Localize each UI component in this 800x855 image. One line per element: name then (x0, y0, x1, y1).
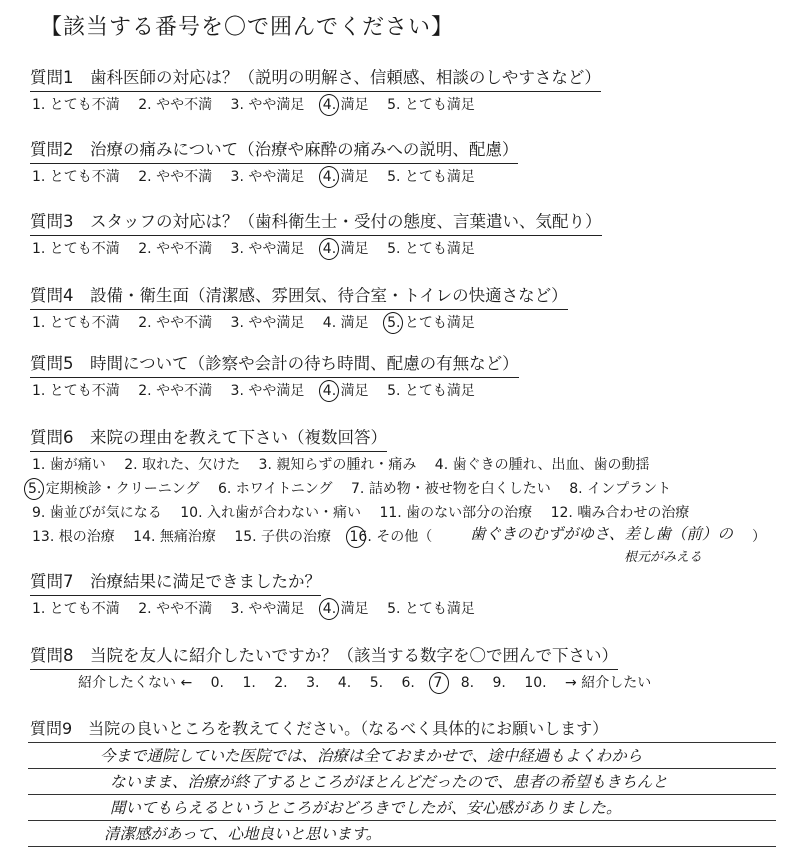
question-6-row-3 (32, 504, 703, 522)
q4-option-1[interactable]: 1. とても不満 (32, 315, 120, 331)
q9-answer-line-1: 今まで通院していた医院では、治療は全ておまかせで、途中経過もよくわから (100, 747, 643, 765)
q9-answer-line-4: 清潔感があって、心地良いと思います。 (104, 825, 382, 843)
question-2-title: 質問2 治療の痛みについて（治療や麻酔の痛みへの説明、配慮） (30, 140, 518, 164)
q1-option-3[interactable]: 3. やや満足 (230, 97, 305, 113)
question-6-row-4 (32, 528, 446, 546)
q4-option-4[interactable]: 4. 満足 (322, 315, 369, 331)
q7-option-4-selected[interactable]: 4. 満足 (322, 601, 369, 617)
question-4-title: 質問4 設備・衛生面（清潔感、雰囲気、待合室・トイレの快適さなど） (30, 286, 568, 310)
q6-other-text-line-2: 根元がみえる (624, 550, 703, 565)
question-1-options (32, 96, 489, 114)
q6-item-8[interactable]: 8. インプラント (569, 481, 672, 497)
q4-option-2[interactable]: 2. やや不満 (138, 315, 213, 331)
question-9-title: 質問9 当院の良いところを教えてください。（なるべく具体的にお願いします） (30, 719, 609, 738)
q3-option-4-selected[interactable]: 4. 満足 (322, 241, 369, 257)
q3-option-2[interactable]: 2. やや不満 (138, 241, 213, 257)
q6-item-13[interactable]: 13. 根の治療 (32, 529, 115, 545)
q5-option-1[interactable]: 1. とても不満 (32, 383, 120, 399)
question-6-row-1 (32, 456, 663, 474)
q6-item-6[interactable]: 6. ホワイトニング (217, 481, 333, 497)
q1-option-2[interactable]: 2. やや不満 (138, 97, 213, 113)
q8-value-3[interactable]: 3. (306, 675, 320, 691)
q9-answer-line-2: ないまま、治療が終了するところがほとんどだったので、患者の希望もきちんと (110, 773, 668, 791)
q6-item-11[interactable]: 11. 歯のない部分の治療 (379, 505, 533, 521)
q5-option-4-selected[interactable]: 4. 満足 (322, 383, 369, 399)
question-4-options (32, 314, 489, 332)
question-1-title: 質問1 歯科医師の対応は？（説明の明解さ、信頼感、相談のしやすさなど） (30, 68, 601, 92)
answer-line-1 (28, 742, 776, 743)
question-6-row-2 (28, 480, 685, 498)
q5-option-5[interactable]: 5. とても満足 (387, 383, 475, 399)
question-8-scale (78, 674, 665, 692)
question-8-title: 質問8 当院を友人に紹介したいですか？（該当する数字を〇で囲んで下さい） (30, 646, 618, 670)
answer-line-4 (28, 820, 776, 821)
q1-option-4-selected[interactable]: 4. 満足 (322, 97, 369, 113)
q6-item-3[interactable]: 3. 親知らずの腫れ・痛み (258, 457, 417, 473)
q6-item-14[interactable]: 14. 無痛治療 (133, 529, 216, 545)
q8-value-6[interactable]: 6. (401, 675, 415, 691)
question-5-options (32, 382, 489, 400)
q4-option-3[interactable]: 3. やや満足 (230, 315, 305, 331)
q8-value-10[interactable]: 10. (524, 675, 547, 691)
question-2-options (32, 168, 489, 186)
question-3-options (32, 240, 489, 258)
q7-option-3[interactable]: 3. やや満足 (230, 601, 305, 617)
q6-other-text: 歯ぐきのむずがゆさ、差し歯（前）の (470, 525, 733, 543)
question-3-title: 質問3 スタッフの対応は？（歯科衛生士・受付の態度、言葉遣い、気配り） (30, 212, 602, 236)
q6-item-10[interactable]: 10. 入れ歯が合わない・痛い (180, 505, 361, 521)
q8-value-2[interactable]: 2. (274, 675, 288, 691)
q7-option-1[interactable]: 1. とても不満 (32, 601, 120, 617)
answer-line-3 (28, 794, 776, 795)
q6-item-9[interactable]: 9. 歯並びが気になる (32, 505, 162, 521)
question-7-options (32, 600, 489, 618)
q1-option-1[interactable]: 1. とても不満 (32, 97, 120, 113)
q2-option-4-selected[interactable]: 4. 満足 (322, 169, 369, 185)
q6-item-16-selected[interactable]: 16. その他（ (349, 529, 433, 545)
q7-option-2[interactable]: 2. やや不満 (138, 601, 213, 617)
q4-option-5-selected[interactable]: 5. とても満足 (387, 315, 475, 331)
answer-line-5 (28, 846, 776, 847)
q6-item-1[interactable]: 1. 歯が痛い (32, 457, 106, 473)
q3-option-5[interactable]: 5. とても満足 (387, 241, 475, 257)
q2-option-2[interactable]: 2. やや不満 (138, 169, 213, 185)
question-6-title: 質問6 来院の理由を教えて下さい（複数回答） (30, 428, 387, 452)
q2-option-5[interactable]: 5. とても満足 (387, 169, 475, 185)
q6-item-15[interactable]: 15. 子供の治療 (234, 529, 332, 545)
q1-option-5[interactable]: 5. とても満足 (387, 97, 475, 113)
q8-value-9[interactable]: 9. (492, 675, 506, 691)
q2-option-1[interactable]: 1. とても不満 (32, 169, 120, 185)
q9-answer-line-3: 聞いてもらえるというところがおどろきでしたが、安心感がありました。 (110, 799, 622, 817)
q3-option-1[interactable]: 1. とても不満 (32, 241, 120, 257)
q6-item-12[interactable]: 12. 噛み合わせの治療 (550, 505, 690, 521)
q8-right-label: → 紹介したい (565, 675, 652, 691)
q5-option-3[interactable]: 3. やや満足 (230, 383, 305, 399)
q8-value-0[interactable]: 0. (210, 675, 224, 691)
q8-value-8[interactable]: 8. (460, 675, 475, 691)
q5-option-2[interactable]: 2. やや不満 (138, 383, 213, 399)
q8-value-5[interactable]: 5. (369, 675, 384, 691)
q8-value-1[interactable]: 1. (242, 675, 256, 691)
q2-option-3[interactable]: 3. やや満足 (230, 169, 305, 185)
q6-item-7[interactable]: 7. 詰め物・被せ物を白くしたい (351, 481, 551, 497)
q7-option-5[interactable]: 5. とても満足 (387, 601, 475, 617)
q8-value-4[interactable]: 4. (337, 675, 352, 691)
q3-option-3[interactable]: 3. やや満足 (230, 241, 305, 257)
q6-item-5-selected[interactable]: 5. 定期検診・クリーニング (28, 481, 200, 497)
question-7-title: 質問7 治療結果に満足できましたか？ (30, 572, 321, 596)
question-5-title: 質問5 時間について（診察や会計の待ち時間、配慮の有無など） (30, 354, 519, 378)
q6-other-close-paren: ） (752, 529, 766, 545)
answer-line-2 (28, 768, 776, 769)
page-header: 【該当する番号を〇で囲んでください】 (40, 15, 455, 40)
q6-item-4[interactable]: 4. 歯ぐきの腫れ、出血、歯の動揺 (434, 457, 650, 473)
q8-value-7-selected[interactable]: 7 (433, 675, 443, 691)
q6-item-2[interactable]: 2. 取れた、欠けた (124, 457, 241, 473)
q8-left-label: 紹介したくない ← (78, 675, 193, 691)
